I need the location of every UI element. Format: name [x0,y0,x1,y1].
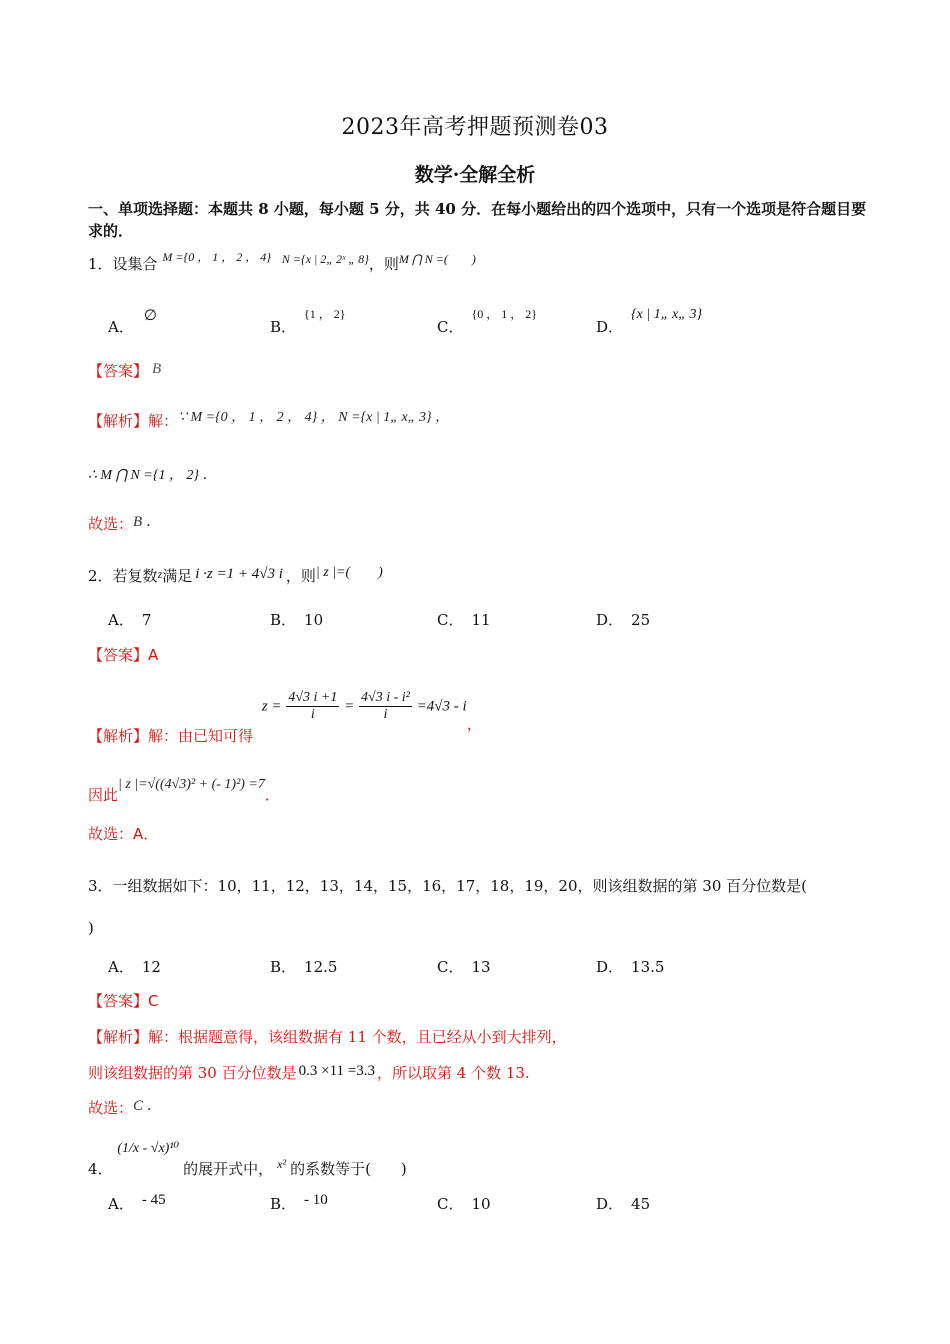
q3-answer: 【答案】C [88,992,159,1010]
q1-option-b: B．$^{\{1 , 2\}}$ [270,307,346,336]
q2-option-c: C． 11 [437,611,491,629]
question-4: 4． (1/x - √x)¹⁰的展开式中， $^{x^2}$ 的系数等于( ) [88,1141,407,1178]
set-m: M ={0 ， 1 ， 2 ， 4} [162,250,272,264]
q2-option-b: B． 10 [270,611,324,629]
q3-option-a: A． 12 [108,958,161,976]
q4-option-a: A． - 45 [108,1192,166,1213]
q3-analysis-1: 【解析】解：根据题意得，该组数据有 11 个数，且已经从小到大排列， [88,1028,567,1046]
binomial-expression: (1/x - √x)¹⁰ [117,1141,180,1156]
q1-answer: 【答案】 B [88,361,162,380]
q1-choice: 故选：B ． [88,514,161,533]
question-2: 2．若复数$^z$满足 i ·z =1 + 4√3 i ，则| z |=( ) [88,565,383,585]
q1-analysis: 【解析】解：∵ M ={0 ， 1 ， 2 ， 4} ， N ={x | 1„ x„ 3} ， [88,410,450,430]
q1-option-a: A．∅ [108,308,157,336]
q2-option-a: A． 7 [108,611,152,629]
q3-option-d: D． 13.5 [596,958,665,976]
question-ask: M ⋂ N =( ) [398,252,476,266]
set-n: N ={x | 2„ 2ˣ „ 8} [281,252,369,266]
q3-analysis-2: 则该组数据的第 30 百分位数是 0.3 ×11 =3.3 ，所以取第 4 个数 13. [88,1063,530,1082]
fraction-1: $\frac{4√3 i +1}{i}$ [288,690,338,722]
q4-option-c: C． 10 [437,1195,491,1213]
section-heading: 一、单项选择题：本题共 8 小题，每小题 5 分，共 40 分．在每小题给出的四个选项中，只有一个选项是符合题目要求的． [88,200,867,240]
q1-option-d: D．{x | 1„ x„ 3} [596,307,703,336]
q2-option-d: D． 25 [596,611,651,629]
q3-option-c: C． 13 [437,958,491,976]
q1-option-c: C．$^{\{0 , 1 , 2\}}$ [437,307,538,336]
question-3-close: ) [88,919,94,937]
q2-choice: 故选：A． [88,825,159,843]
q2-answer: 【答案】A [88,646,159,664]
q3-choice: 故选：C ． [88,1098,162,1117]
fraction-2: $\frac{\text{4√3 i - i²}}{i}$ [361,690,410,722]
page-title: 2023年高考押题预测卷03 [341,115,609,140]
q2-modulus: 因此| z |=√((4√3)² + (- 1)²) =7． [88,777,280,804]
q4-option-d: D． 45 [596,1195,651,1213]
q3-option-b: B． 12.5 [270,958,338,976]
q4-option-b: B． - 10 [270,1192,328,1213]
q1-conclusion: ∴ M ⋂ N ={1 ， 2} ． [88,468,217,483]
q2-analysis: 【解析】解：由已知可得 z = $\frac{4√3 i +1}{i}$ = $\frac{\text{4√3 i - i²}}{i}$ =4√3 - i， [88,690,482,745]
question-3: 3．一组数据如下：10，11，12，13，14，15，16，17，18，19，20，则该组数据的第 30 百分位数是( [88,877,807,895]
page-subtitle: 数学·全解全析 [414,164,536,186]
question-1: 1．设集合 $^{M =\{0 , 1 , 2 , 4\}}$ $^{N =\{x | 2„ 2ˣ „ 8\}}$，则$^{M ⋂ N =( )}$ [88,250,476,273]
